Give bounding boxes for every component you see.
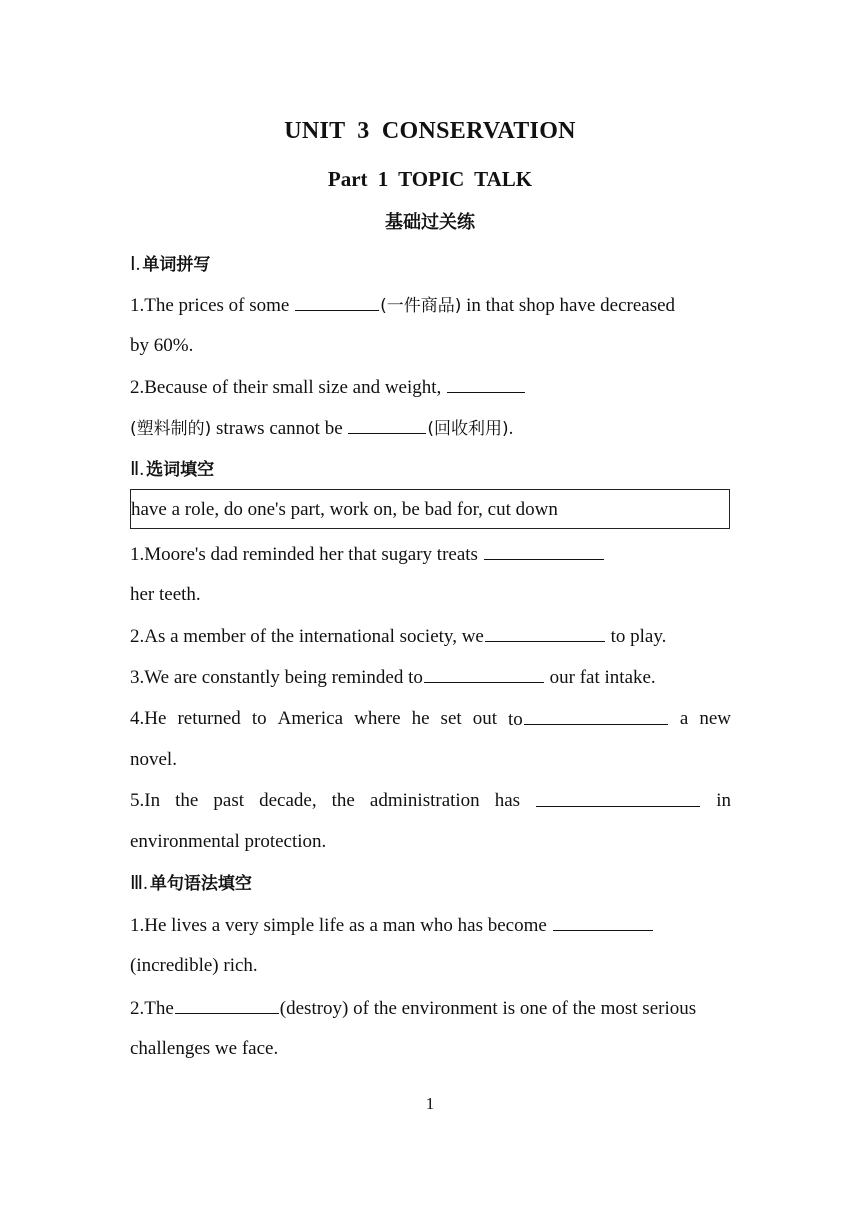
- section-3-numeral: Ⅲ.: [130, 873, 148, 894]
- s1-q2-end: .: [508, 418, 514, 439]
- word: a: [679, 708, 689, 729]
- word: where: [354, 708, 401, 729]
- s2-q3-rest: our fat intake.: [544, 667, 656, 688]
- word: to: [508, 709, 523, 730]
- word: returned: [177, 708, 241, 729]
- word: America: [277, 708, 344, 729]
- unit-title: UNIT 3 CONSERVATION: [284, 118, 576, 144]
- s2-q3: [130, 665, 731, 690]
- s2-q4-line-1: [130, 707, 731, 732]
- s1-q2-mid: straws cannot be: [211, 418, 348, 439]
- answer-blank[interactable]: [484, 542, 604, 560]
- s3-q2-text: 2.The: [130, 998, 174, 1019]
- s1-q1-rest: in that shop have decreased: [461, 295, 676, 316]
- section-2-heading: [130, 458, 731, 482]
- section-1-heading: [130, 253, 731, 277]
- section-3-heading: [130, 872, 731, 896]
- s2-q1-line-1: [130, 542, 731, 567]
- s2-q1-line-2: her teeth.: [130, 584, 201, 605]
- s3-q2-line-2: challenges we face.: [130, 1038, 279, 1059]
- s1-q2-hint-2: (回收利用): [427, 419, 509, 439]
- word: the: [175, 790, 199, 811]
- answer-blank[interactable]: [348, 416, 426, 434]
- s2-q2: [130, 624, 731, 649]
- s2-q4-line-2: novel.: [130, 749, 177, 770]
- s1-q2-line-2: [130, 416, 731, 441]
- s2-q2-text: 2.As a member of the international society, we: [130, 626, 484, 647]
- word: in: [716, 790, 731, 811]
- word: decade,: [259, 790, 317, 811]
- section-1-numeral: Ⅰ.: [130, 254, 141, 275]
- word: administration: [369, 790, 480, 811]
- s1-q1-hint: (一件商品): [380, 296, 462, 316]
- answer-blank[interactable]: [536, 789, 700, 807]
- answer-blank[interactable]: [295, 293, 379, 311]
- answer-blank[interactable]: [524, 707, 668, 725]
- s2-q4-blank-group: [508, 707, 669, 732]
- section-1-label: 单词拼写: [142, 255, 211, 275]
- practice-title: 基础过关练: [385, 212, 475, 233]
- answer-blank[interactable]: [553, 913, 653, 931]
- s2-q5-line-1: [130, 789, 731, 813]
- word: new: [699, 708, 731, 729]
- s1-q1-line-1: [130, 293, 731, 318]
- word: has: [494, 790, 521, 811]
- section-3-label: 单句语法填空: [149, 874, 252, 894]
- section-2-label: 选词填空: [146, 460, 215, 480]
- s2-q5-line-2: environmental protection.: [130, 831, 327, 852]
- word: he: [411, 708, 430, 729]
- s1-q2-line-1: [130, 375, 731, 400]
- s1-q2-text: 2.Because of their small size and weight,: [130, 377, 447, 398]
- word-bank-box: have a role, do one's part, work on, be bad for, cut down: [130, 489, 730, 529]
- page-number: 1: [425, 1094, 435, 1113]
- s3-q2-rest: (destroy) of the environment is one of the most serious: [279, 998, 697, 1019]
- part-title: Part 1 TOPIC TALK: [327, 167, 533, 191]
- s2-q1-text: 1.Moore's dad reminded her that sugary treats: [130, 544, 483, 565]
- answer-blank[interactable]: [447, 375, 525, 393]
- s3-q1-line-2: (incredible) rich.: [130, 955, 258, 976]
- word: 5.In: [130, 790, 161, 811]
- s1-q1-text: 1.The prices of some: [130, 295, 295, 316]
- answer-blank[interactable]: [485, 624, 605, 642]
- s2-q3-text: 3.We are constantly being reminded to: [130, 667, 423, 688]
- answer-blank[interactable]: [175, 996, 279, 1014]
- s3-q2-line-1: [130, 996, 731, 1021]
- s1-q1-line-2: by 60%.: [130, 335, 194, 356]
- word: the: [331, 790, 355, 811]
- word: past: [213, 790, 245, 811]
- answer-blank[interactable]: [424, 665, 544, 683]
- s3-q1-text: 1.He lives a very simple life as a man who has become: [130, 915, 552, 936]
- section-2-numeral: Ⅱ.: [130, 459, 145, 480]
- word: to: [251, 708, 267, 729]
- s2-q2-rest: to play.: [605, 626, 667, 647]
- word: 4.He: [130, 708, 167, 729]
- word: set: [440, 708, 462, 729]
- s3-q1-line-1: [130, 913, 731, 938]
- word: out: [472, 708, 497, 729]
- s1-q2-hint-1: (塑料制的): [130, 419, 212, 439]
